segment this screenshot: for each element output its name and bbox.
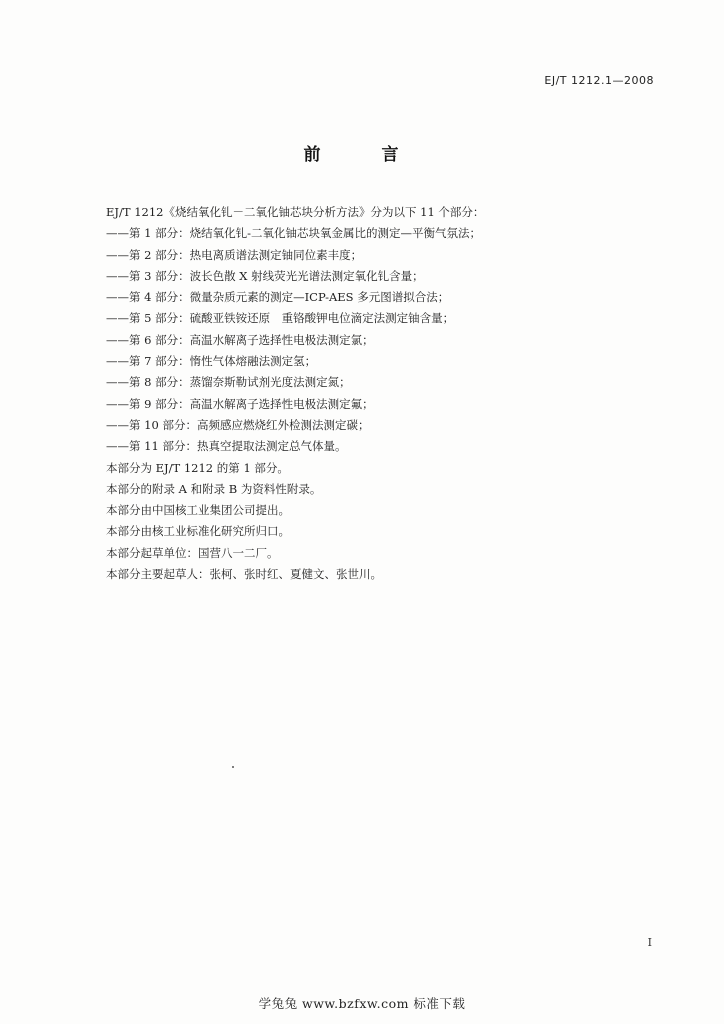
part-item: ——第 3 部分：波长色散 X 射线荧光光谱法测定氧化钆含量； [106, 268, 424, 283]
part-item: ——第 5 部分：硫酸亚铁铵还原 重铬酸钾电位滴定法测定铀含量； [106, 311, 455, 326]
note-line: 本部分为 EJ/T 1212 的第 1 部分。 [106, 460, 289, 475]
part-item: ——第 6 部分：高温水解离子选择性电极法测定氯； [106, 332, 374, 347]
footer-watermark: 学兔兔 www.bzfxw.com 标准下载 [258, 996, 466, 1011]
body-text [106, 202, 666, 585]
part-item: ——第 11 部分：热真空提取法测定总气体量。 [106, 439, 347, 454]
note-line: 本部分由中国核工业集团公司提出。 [106, 503, 290, 518]
part-item: ——第 4 部分：微量杂质元素的测定—ICP-AES 多元图谱拟合法； [106, 290, 450, 305]
page-number: I [647, 936, 652, 949]
part-item: ——第 2 部分：热电离质谱法测定铀同位素丰度； [106, 247, 363, 262]
part-item: ——第 1 部分：烧结氧化钆-二氧化铀芯块氧金属比的测定—平衡气氛法； [106, 226, 482, 241]
part-item: ——第 8 部分：蒸馏奈斯勒试剂光度法测定氮； [106, 375, 351, 390]
page-title: 前 言 [303, 145, 421, 165]
part-item: ——第 9 部分：高温水解离子选择性电极法测定氟； [106, 396, 374, 411]
part-item: ——第 10 部分：高频感应燃烧红外检测法测定碳； [106, 417, 370, 432]
note-line: 本部分起草单位：国营八一二厂。 [106, 545, 279, 560]
note-line: 本部分的附录 A 和附录 B 为资料性附录。 [106, 481, 322, 496]
intro-line: EJ/T 1212《烧结氧化钆－二氧化铀芯块分析方法》分为以下 11 个部分： [106, 205, 485, 219]
part-item: ——第 7 部分：惰性气体熔融法测定氢； [106, 354, 317, 369]
note-line: 本部分由核工业标准化研究所归口。 [106, 524, 290, 539]
note-line: 本部分主要起草人：张柯、张时红、夏健文、张世川。 [106, 567, 382, 582]
scan-speck [232, 766, 234, 768]
standard-code: EJ/T 1212.1—2008 [544, 74, 654, 87]
